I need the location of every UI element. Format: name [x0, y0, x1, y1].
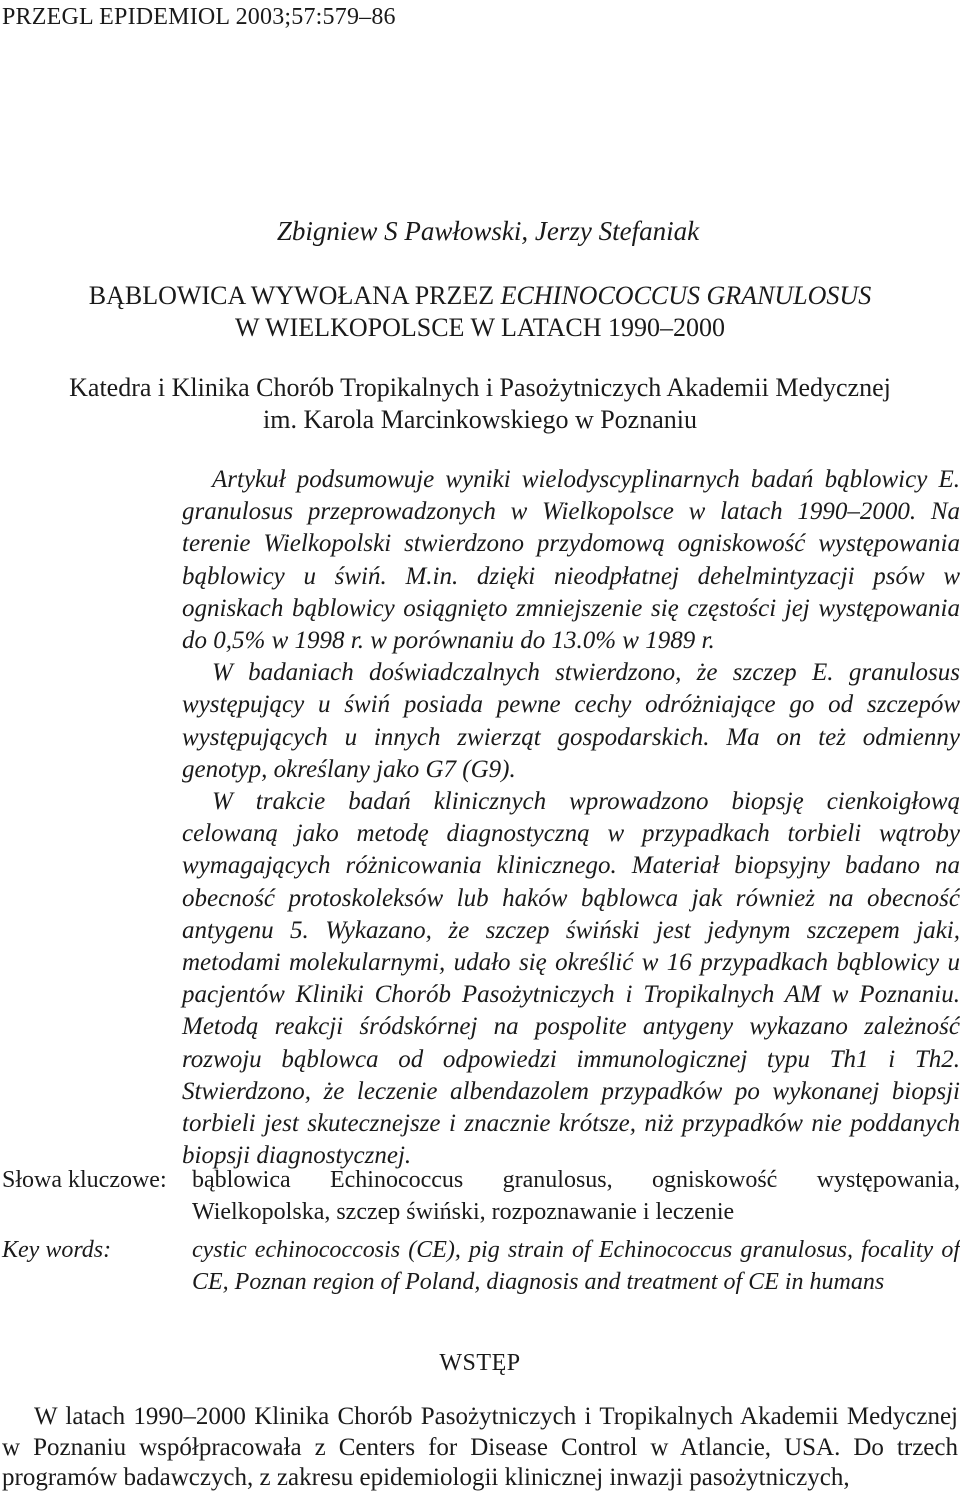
keywords-english — [2, 1234, 960, 1298]
article-title — [0, 280, 960, 344]
keywords-polish — [2, 1164, 960, 1228]
affiliation-line-2: im. Karola Marcinkowskiego w Poznaniu — [263, 405, 697, 434]
affiliation-line-1: Katedra i Klinika Chorób Tropikalnych i Pasożytniczych Akademii Medycznej — [69, 373, 891, 402]
title-line-1 — [0, 280, 960, 312]
title-species: ECHINOCOCCUS GRANULOSUS — [500, 281, 872, 310]
authors: Zbigniew S Pawłowski, Jerzy Stefaniak — [276, 216, 700, 246]
title-line-2: W WIELKOPOLSCE W LATACH 1990–2000 — [235, 313, 725, 342]
keywords-polish-text: bąblowica Echinococcus granulosus, ogniskowość występowania, Wielkopolska, szczep świński, rozpoznawanie i leczenie — [192, 1167, 960, 1225]
body-text — [2, 1402, 958, 1494]
keywords-polish-label: Słowa kluczowe: — [2, 1167, 167, 1193]
abstract-paragraph-2: W badaniach doświadczalnych stwierdzono, że szczep E. granulosus występujący u świń posiada pewne cechy odróżniające go od szczepów występujących u innych zwierząt gospodarskich. Ma on też odmienny genotyp, określany jako G7 (G9). — [182, 659, 960, 783]
keywords-english-text: cystic echinococcosis (CE), pig strain of Echinococcus granulosus, focality of CE, Poznan region of Poland, diagnosis and treatment of CE in humans — [192, 1237, 960, 1295]
affiliation — [0, 372, 960, 436]
abstract — [182, 464, 960, 1172]
section-heading: WSTĘP — [439, 1350, 521, 1376]
keywords-english-label: Key words: — [2, 1237, 112, 1263]
abstract-paragraph-3: W trakcie badań klinicznych wprowadzono biopsję cienkoigłową celowaną jako metodę diagnostyczną w przypadkach torbieli wątroby wymagających różnicowania klinicznego. Materiał biopsyjny badano na obecność protoskoleksów lub haków bąblowca jak również na obecność antygenu 5. Wykazano, że szczep świński jest jedynym szczepem jaki, metodami molekularnymi, udało się określić w 16 przypadkach bąblowicy u pacjentów Kliniki Chorób Pasożytniczych i Tropikalnych AM w Poznaniu. Metodą reakcji śródskórnej na pospolite antygeny wykazano zależność rozwoju bąblowca od odpowiedzi immunologicznej typu Th1 i Th2. Stwierdzono, że leczenie albendazolem przypadków po wykonanej biopsji torbieli jest skutecznejsze i znacznie krótsze, niż przypadków nie poddanych biopsji diagnostycznej. — [182, 788, 960, 1170]
running-head: PRZEGL EPIDEMIOL 2003;57:579–86 — [2, 4, 396, 30]
title-line-1-prefix: BĄBLOWICA WYWOŁANA PRZEZ — [88, 281, 501, 310]
body-paragraph-1: W latach 1990–2000 Klinika Chorób Pasożytniczych i Tropikalnych Akademii Medycznej w Poznaniu współpracowała z Centers for Disease Control w Atlancie, USA. Do trzech programów badawczych, z zakresu epidemiologii klinicznej inwazji pasożytniczych, — [2, 1403, 958, 1491]
abstract-paragraph-1: Artykuł podsumowuje wyniki wielodyscyplinarnych badań bąblowicy E. granulosus przeprowadzonych w Wielkopolsce w latach 1990–2000. Na terenie Wielkopolski stwierdzono przydomową ogniskowość występowania bąblowicy u świń. M.in. dzięki nieodpłatnej dehelmintyzacji psów w ogniskach bąblowicy osiągnięto zmniejszenie się częstości jej występowania do 0,5% w 1998 r. w porównaniu do 13.0% w 1989 r. — [182, 466, 960, 655]
